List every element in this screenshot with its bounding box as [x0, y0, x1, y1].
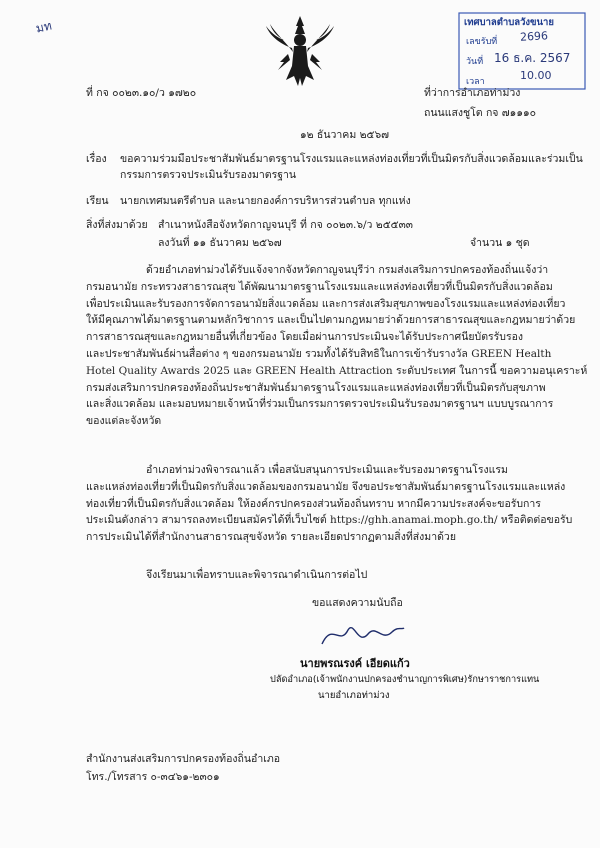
stamp-time-value: 10.00 [520, 69, 552, 82]
subject-label: เรื่อง [86, 153, 107, 165]
paragraph-line: และประชาสัมพันธ์ผ่านสื่อต่าง ๆ ของกรมอนามัย รวมทั้งได้รับสิทธิในการเข้ารับรางวัล GREEN Health [86, 347, 552, 360]
subject-line2: กรรมการตรวจประเมินรับรองมาตรฐาน [120, 169, 297, 181]
enclosure-label: สิ่งที่ส่งมาด้วย [86, 219, 148, 231]
reference-number: ที่ กจ ๐๐๒๓.๑๐/ว ๑๗๒๐ [86, 87, 197, 99]
closing-phrase: ขอแสดงความนับถือ [312, 597, 403, 609]
signer-title-line1: ปลัดอำเภอ(เจ้าพนักงานปกครองชำนาญการพิเศษ)รักษาราชการแทน [270, 674, 540, 685]
paragraph-line: ให้มีคุณภาพได้มาตรฐานตามหลักวิชาการ และเป็นไปตามกฎหมายว่าด้วยการสาธารณสุขและกฎหมายว่าด้วย [86, 314, 576, 327]
body-paragraph-2 [86, 462, 573, 546]
document-date: ๑๒ ธันวาคม ๒๕๖๗ [300, 129, 390, 141]
enclosure-count: จำนวน ๑ ชุด [470, 237, 530, 249]
body-paragraph-1 [86, 262, 588, 430]
stamp-org: เทศบาลตำบลวังขนาย [464, 17, 554, 28]
paragraph-line: ท่องเที่ยวที่เป็นมิตรกับสิ่งแวดล้อม ให้องค์กรปกครองส่วนท้องถิ่นทราบ หากมีความประสงค์จะขอรับการ [86, 497, 541, 510]
signer-name: นายพรณรงค์ เอียดแก้ว [300, 657, 410, 670]
stamp-time-label: เวลา [466, 77, 485, 87]
stamp-receipt-label: เลขรับที่ [466, 37, 498, 47]
stamp-receipt-no: 2696 [519, 29, 549, 44]
stamp-date-value: 16 ธ.ค. 2567 [494, 51, 571, 65]
signer-title-line2: นายอำเภอท่าม่วง [318, 690, 390, 701]
paragraph-line: และแหล่งท่องเที่ยวที่เป็นมิตรกับสิ่งแวดล้อมของกรมอนามัย จึงขอประชาสัมพันธ์มาตรฐานโรงแรมและแหล่ง [86, 480, 566, 493]
office-address-line1: ที่ว่าการอำเภอท่าม่วง [424, 87, 521, 99]
paragraph-line: ของแต่ละจังหวัด [86, 415, 162, 428]
enclosure-line1: สำเนาหนังสือจังหวัดกาญจนบุรี ที่ กจ ๐๐๒๓.๖/ว ๒๕๕๓๓ [158, 219, 413, 231]
recipient-text: นายกเทศมนตรีตำบล และนายกองค์การบริหารส่วนตำบล ทุกแห่ง [120, 195, 411, 207]
paragraph-line: ด้วยอำเภอท่าม่วงได้รับแจ้งจากจังหวัดกาญจนบุรีว่า กรมส่งเสริมการปกครองท้องถิ่นแจ้งว่า [146, 264, 549, 276]
recipient-label: เรียน [86, 195, 109, 207]
enclosure-line2: ลงวันที่ ๑๑ ธันวาคม ๒๕๖๗ [158, 237, 282, 249]
paragraph-line: การประเมินได้ที่สำนักงานสาธารณสุขจังหวัด รายละเอียดปรากฏตามสิ่งที่ส่งมาด้วย [86, 531, 456, 544]
paragraph-line: กรมอนามัย กระทรวงสาธารณสุข ได้พัฒนามาตรฐานโรงแรมและแหล่งท่องเที่ยวที่เป็นมิตรกับสิ่งแวดล้อม [86, 280, 553, 293]
margin-note: มท [34, 18, 54, 36]
stamp-date-label: วันที่ [466, 57, 484, 67]
office-address-line2: ถนนแสงชูโต กจ ๗๑๑๑๐ [424, 107, 537, 119]
paragraph-line: ประเมินดังกล่าว สามารถลงทะเบียนสมัครได้ที่เว็บไซต์ https://ghh.anamai.moph.go.th/ หรือติดต่อขอรับ [86, 514, 573, 527]
body-paragraph-3: จึงเรียนมาเพื่อทราบและพิจารณาดำเนินการต่อไป [146, 569, 368, 581]
paragraph-line: การสาธารณสุขและกฎหมายอื่นที่เกี่ยวข้อง โดยเมื่อผ่านการประเมินจะได้รับประกาศนียบัตรรับรอง [86, 331, 524, 344]
paragraph-line: และสิ่งแวดล้อม และมอบหมายเจ้าหน้าที่ร่วมเป็นกรรมการตรวจประเมินรับรองมาตรฐานฯ แบบบูรณาการ [86, 398, 554, 411]
footer-office: สำนักงานส่งเสริมการปกครองท้องถิ่นอำเภอ [86, 753, 281, 765]
garuda-emblem-icon [264, 14, 336, 90]
subject-line1: ขอความร่วมมือประชาสัมพันธ์มาตรฐานโรงแรมและแหล่งท่องเที่ยวที่เป็นมิตรกับสิ่งแวดล้อมและร่วมเป็น [120, 153, 583, 165]
handwritten-signature-icon [318, 616, 408, 654]
paragraph-line: Hotel Quality Awards 2025 และ GREEN Health Attraction ระดับประเทศ ในการนี้ ขอความอนุเคราะห์ [86, 364, 588, 377]
paragraph-line: เพื่อประเมินและรับรองการจัดการอนามัยสิ่งแวดล้อม และการส่งเสริมสุขภาพของโรงแรมและแหล่งท่องเที่ยว [86, 297, 566, 310]
paragraph-line: กรมส่งเสริมการปกครองท้องถิ่นประชาสัมพันธ์มาตรฐานโรงแรมและแหล่งท่องเที่ยวที่เป็นมิตรกับสุขภาพ [86, 381, 546, 394]
footer-phone: โทร./โทรสาร ๐-๓๔๖๑-๒๓๐๑ [86, 771, 220, 783]
receipt-stamp [458, 12, 586, 90]
paragraph-line: อำเภอท่าม่วงพิจารณาแล้ว เพื่อสนับสนุนการประเมินและรับรองมาตรฐานโรงแรม [146, 464, 508, 476]
